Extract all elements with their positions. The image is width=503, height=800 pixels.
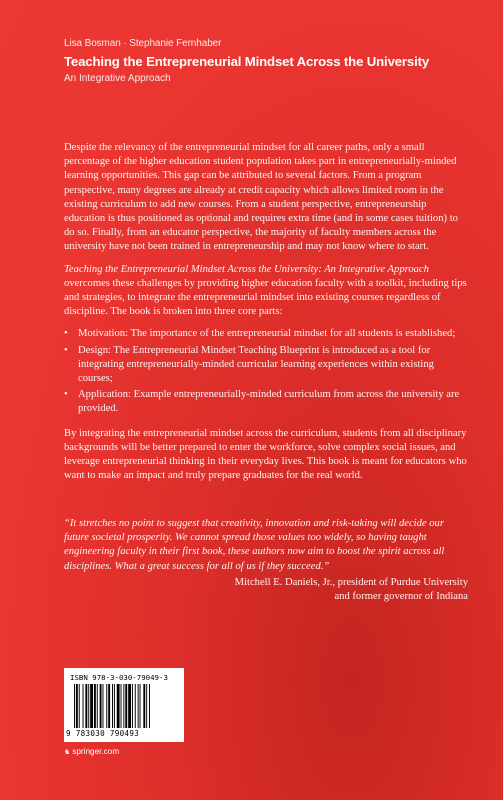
list-item (64, 388, 468, 416)
part-text: Design: The Entrepreneurial Mindset Teaching Blueprint is introduced as a tool for integrating entrepreneurially-minded curricular learning experiences within existing courses; (78, 344, 434, 385)
publisher-footer (64, 747, 119, 756)
blurb-paragraph-2-text: overcomes these challenges by providing higher education faculty with a toolkit, including tips and strategies, to integrate the entrepreneurial mindset into existing courses regardless of discipline. The book is broken into three core parts: (64, 277, 467, 318)
endorsement (64, 517, 468, 604)
bullet-icon: • (64, 389, 68, 401)
part-text: Application: Example entrepreneurially-minded curriculum from across the university are provided. (78, 389, 460, 415)
attribution-line-1: Mitchell E. Daniels, Jr., president of Purdue University (234, 576, 468, 588)
publisher-url: springer.com (72, 747, 120, 756)
blurb (64, 141, 468, 491)
isbn-barcode (64, 668, 184, 742)
blurb-paragraph-3: By integrating the entrepreneurial mindset across the curriculum, students from all disciplinary backgrounds will be better prepared to enter the workforce, solve complex social issues, and leverage entrepreneurial thinking in their everyday lives. This book is meant for educators who want to make an impact and truly prepare graduates for the real world. (64, 427, 467, 482)
parts-list (64, 327, 468, 416)
list-item (64, 327, 468, 341)
header (64, 38, 484, 84)
springer-horse-icon: ♞ (64, 749, 71, 756)
endorsement-attribution (64, 576, 468, 604)
book-subtitle: An Integrative Approach (64, 73, 171, 84)
book-title: Teaching the Entrepreneurial Mindset Across the University (64, 54, 430, 69)
list-item (64, 344, 468, 387)
endorsement-quote: “It stretches no point to suggest that creativity, innovation and risk-taking will decide our future societal prosperity. We cannot spread those values too widely, so having taught engineering faculty in their first book, these authors now aim to boost the spirit across all disciplines. What a great success for all of us if they succeed.” (64, 518, 445, 572)
bullet-icon: • (64, 328, 68, 340)
attribution-line-2: and former governor of Indiana (334, 591, 468, 603)
blurb-paragraph-1: Despite the relevancy of the entrepreneurial mindset for all career paths, only a small percentage of the higher education student population takes part in entrepreneurially-minded learning opportunities. This gap can be attributed to several factors. From a program perspective, many degrees are already at credit capacity which allows limited room in the existing curriculum to add new courses. From a student perspective, entrepreneurship education is thus positioned as optional and requires extra time (and in some cases tuition) to do so. Finally, from an educator perspective, the majority of faculty members across the university have not been trained in entrepreneurship and may not know where to start. (64, 142, 458, 253)
isbn-label: ISBN 978-3-030-79049-3 (70, 673, 168, 682)
part-text: Motivation: The importance of the entrepreneurial mindset for all students is established; (78, 328, 456, 340)
authors: Lisa Bosman · Stephanie Fernhaber (64, 38, 222, 49)
blurb-paragraph-2 (64, 263, 468, 320)
barcode-bars-icon (74, 684, 174, 728)
bullet-icon: • (64, 344, 68, 356)
book-title-italic: Teaching the Entrepreneurial Mindset Across the University: An Integrative Approach (64, 263, 429, 275)
barcode-digits: 9 783030 790493 (66, 729, 140, 738)
